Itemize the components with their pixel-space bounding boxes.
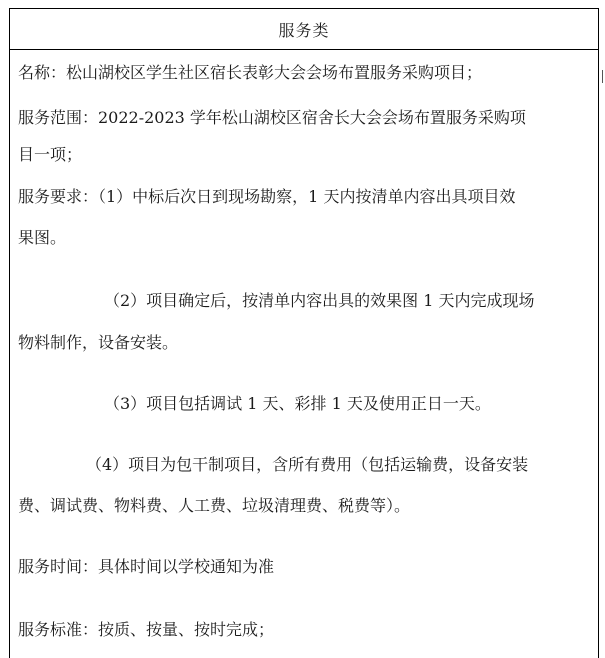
requirement-item-3: （3）项目包括调试 1 天、彩排 1 天及使用正日一天。 [104,394,491,413]
service-standard-line: 服务标准：按质、按量、按时完成； [18,620,275,639]
requirement-item-2-line-1: （2）项目确定后，按清单内容出具的效果图 1 天内完成现场 [104,291,535,310]
requirement-line-2: 果图。 [18,228,67,247]
scope-line-1: 服务范围：2022-2023 学年松山湖校区宿舍长大会会场布置服务采购项 [18,108,526,127]
name-line: 名称：松山湖校区学生社区宿长表彰大会会场布置服务采购项目； [18,63,483,82]
requirement-item-2-line-2: 物料制作，设备安装。 [18,333,179,352]
requirement-item-4-line-2: 费、调试费、物料费、人工费、垃圾清理费、税费等）。 [18,496,411,515]
scope-line-2: 目一项； [18,145,83,164]
requirement-line-1: 服务要求：（1）中标后次日到现场勘察，1 天内按清单内容出具项目效 [18,187,516,206]
table-header: 服务类 [10,9,598,50]
text-cursor [602,70,603,83]
requirement-item-4-line-1: （4）项目为包干制项目，含所有费用（包括运输费，设备安装 [86,455,529,474]
service-time-line: 服务时间：具体时间以学校通知为准 [18,557,275,576]
